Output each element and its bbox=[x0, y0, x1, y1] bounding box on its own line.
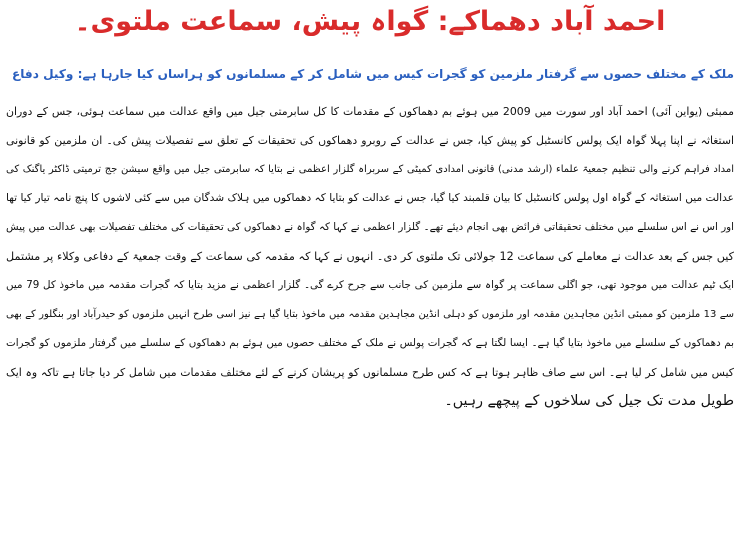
body-line: عدالت میں استغاثہ کے گواہ اول پولس کانسٹبل کا بیان قلمبند کیا گیا، جس نے عدالت کو بتایا کہ دھماکوں میں ہلاک شدگان میں سے کئی لاشوں کا پنچ نامہ تیار کیا تھا bbox=[6, 192, 734, 204]
article-body bbox=[6, 97, 734, 416]
body-line: کیں جس کے بعد عدالت نے معاملے کی سماعت 12 جولائی تک ملتوی کر دی۔ انہوں نے کہا کہ مقدمہ کی سماعت کے وقت جمعیۃ کے دفاعی وکلاء پر مشتمل bbox=[6, 250, 734, 263]
headline: احمد آباد دھماکے: گواہ پیش، سماعت ملتوی۔ bbox=[74, 6, 666, 37]
body-line: استغاثہ نے اپنا پہلا گواہ ایک پولس کانسٹبل کو پیش کیا، جس نے عدالت کے روبرو دھماکوں کی تحقیقات کے تعلق سے تفصیلات پیش کی۔ ان ملزمین کو قانونی bbox=[6, 134, 734, 147]
body-line: طویل مدت تک جیل کی سلاخوں کے پیچھے رہیں۔ bbox=[444, 393, 734, 409]
body-line: سے 13 ملزمین کو ممبئی انڈین مجاہدین مقدمہ اور ملزموں کو دہلی انڈین مجاہدین مقدمہ میں ماخوذ بتایا گیا ہے نیز اسی طرح انہیں ملزموں کو حیدرآباد اور بنگلور کے بھی bbox=[6, 309, 734, 320]
body-line: ایک ٹیم عدالت میں موجود تھی، جو اگلی سماعت پر گواہ سے ملزمین کی جانب سے جرح کرے گی۔ گلزار اعظمی نے مزید بتایا کہ گجرات مقدمہ میں ماخوذ کل 79 میں bbox=[6, 279, 734, 291]
body-line: بم دھماکوں کے سلسلے میں ماخوذ بتایا گیا ہے۔ ایسا لگتا ہے کہ گجرات پولس نے ملک کے مختلف حصوں میں ہوئے بم دھماکوں کے سلسلے میں گرفتار ملزموں کو گجرات bbox=[6, 337, 734, 349]
subheadline: ملک کے مختلف حصوں سے گرفتار ملزمین کو گجرات کیس میں شامل کر کے مسلمانوں کو ہراساں کیا جارہا ہے: وکیل دفاع bbox=[12, 67, 734, 81]
body-line: ممبئی (یواین آئی) احمد آباد اور سورت میں 2009 میں ہوئے بم دھماکوں کے مقدمات کا کل سابرمتی جیل میں واقع عدالت میں سماعت ہوئی، جس کے دوران bbox=[6, 105, 734, 118]
body-line: امداد فراہم کرنے والی تنظیم جمعیۃ علماء (ارشد مدنی) قانونی امدادی کمیٹی کے سربراہ گلزار اعظمی نے بتایا کہ سابرمتی جیل میں واقع سیشن جج ترمیتی ڈاکٹر یاگنک کی bbox=[6, 164, 734, 175]
body-line: اور اس نے اس سلسلے میں مختلف تحقیقاتی فرائض بھی انجام دیئے تھے۔ گلزار اعظمی نے کہا کہ گواہ نے دھماکوں کی تحقیقات کی مختلف تفصیلات بھی عدالت میں پیش bbox=[6, 221, 734, 233]
body-line: کیس میں شامل کر لیا ہے۔ اس سے صاف ظاہر ہوتا ہے کہ کس طرح مسلمانوں کو پریشان کرنے کے لئے مختلف مقدمات میں شامل کر دیا جاتا ہے تاکہ وہ ایک bbox=[6, 366, 734, 379]
